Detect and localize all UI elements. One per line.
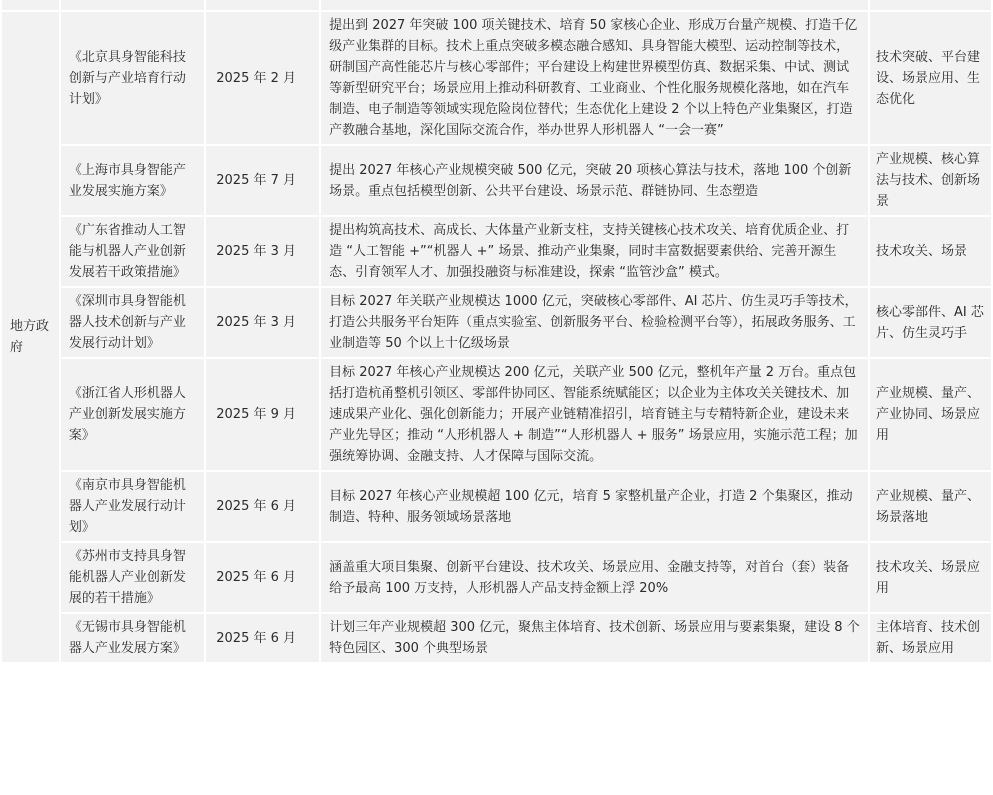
policy-name-cell: 《无锡市具身智能机器人产业发展方案》 [61, 614, 204, 662]
policy-date-cell: 2025 年 6 月 [206, 543, 319, 612]
stub-cell [870, 0, 991, 10]
policy-focus-cell: 技术突破、平台建设、场景应用、生态优化 [870, 12, 991, 144]
policy-date-cell: 2025 年 6 月 [206, 472, 319, 541]
policy-content-cell: 目标 2027 年核心产业规模达 200 亿元，关联产业 500 亿元，整机年产量 2 万台。重点包括打造杭甬整机引领区、零部件协同区、智能系统赋能区；以企业为主体攻关关键技术、加速成果产业化、强化创新能力；开展产业链精准招引，培育链主与专精特新企业，建设未来产业先导区；推动 “人形机器人 + 制造”“人形机器人 + 服务” 场景应用，实施示范工程；加强统筹协调、金融支持、人才保障与国际交流。 [321, 359, 868, 470]
table-row [2, 614, 991, 662]
policy-date-cell: 2025 年 2 月 [206, 12, 319, 144]
table-row [2, 359, 991, 470]
policy-name-cell: 《北京具身智能科技创新与产业培育行动计划》 [61, 12, 204, 144]
category-cell: 地方政府 [2, 12, 59, 662]
policy-date-cell: 2025 年 9 月 [206, 359, 319, 470]
table-row [2, 288, 991, 357]
policy-content-cell: 计划三年产业规模超 300 亿元，聚焦主体培育、技术创新、场景应用与要素集聚，建设 8 个特色园区、300 个典型场景 [321, 614, 868, 662]
policy-name-cell: 《浙江省人形机器人产业创新发展实施方案》 [61, 359, 204, 470]
policy-name-cell: 《深圳市具身智能机器人技术创新与产业发展行动计划》 [61, 288, 204, 357]
policy-content-cell: 提出 2027 年核心产业规模突破 500 亿元，突破 20 项核心算法与技术，落地 100 个创新场景。重点包括模型创新、公共平台建设、场景示范、群链协同、生态塑造 [321, 146, 868, 215]
table-row [2, 12, 991, 144]
policy-focus-cell: 产业规模、量产、场景落地 [870, 472, 991, 541]
table-row [2, 543, 991, 612]
policy-date-cell: 2025 年 3 月 [206, 288, 319, 357]
stub-cell [321, 0, 868, 10]
stub-cell [2, 0, 59, 10]
table-row-top-stub [2, 0, 991, 10]
policy-focus-cell: 技术攻关、场景应用 [870, 543, 991, 612]
stub-cell [61, 0, 204, 10]
stub-cell [206, 0, 319, 10]
policy-focus-cell: 核心零部件、AI 芯片、仿生灵巧手 [870, 288, 991, 357]
table-row [2, 217, 991, 286]
table-row [2, 146, 991, 215]
policy-name-cell: 《南京市具身智能机器人产业发展行动计划》 [61, 472, 204, 541]
policy-focus-cell: 主体培育、技术创新、场景应用 [870, 614, 991, 662]
policy-name-cell: 《上海市具身智能产业发展实施方案》 [61, 146, 204, 215]
policy-focus-cell: 技术攻关、场景 [870, 217, 991, 286]
policy-name-cell: 《广东省推动人工智能与机器人产业创新发展若干政策措施》 [61, 217, 204, 286]
policy-date-cell: 2025 年 6 月 [206, 614, 319, 662]
policy-name-cell: 《苏州市支持具身智能机器人产业创新发展的若干措施》 [61, 543, 204, 612]
policy-focus-cell: 产业规模、量产、产业协同、场景应用 [870, 359, 991, 470]
policy-focus-cell: 产业规模、核心算法与技术、创新场景 [870, 146, 991, 215]
table-row [2, 472, 991, 541]
policy-content-cell: 提出到 2027 年突破 100 项关键技术、培育 50 家核心企业、形成万台量产规模、打造千亿级产业集群的目标。技术上重点突破多模态融合感知、具身智能大模型、运动控制等技术，研制国产高性能芯片与核心零部件；平台建设上构建世界模型仿真、数据采集、中试、测试等新型研究平台；场景应用上推动科研教育、工业商业、个性化服务规模化落地，如在汽车制造、电子制造等领域实现危险岗位替代；生态优化上建设 2 个以上特色产业集聚区，打造产教融合基地，深化国际交流合作，举办世界人形机器人 “一会一赛” [321, 12, 868, 144]
policy-date-cell: 2025 年 3 月 [206, 217, 319, 286]
policy-date-cell: 2025 年 7 月 [206, 146, 319, 215]
table-body [2, 0, 991, 662]
policy-content-cell: 涵盖重大项目集聚、创新平台建设、技术攻关、场景应用、金融支持等，对首台（套）装备给予最高 100 万支持，人形机器人产品支持金额上浮 20% [321, 543, 868, 612]
policy-content-cell: 目标 2027 年关联产业规模达 1000 亿元，突破核心零部件、AI 芯片、仿生灵巧手等技术，打造公共服务平台矩阵（重点实验室、创新服务平台、检验检测平台等），拓展政务服务、工业制造等 50 个以上十亿级场景 [321, 288, 868, 357]
policy-content-cell: 目标 2027 年核心产业规模超 100 亿元，培育 5 家整机量产企业，打造 2 个集聚区，推动制造、特种、服务领域场景落地 [321, 472, 868, 541]
policy-content-cell: 提出构筑高技术、高成长、大体量产业新支柱，支持关键核心技术攻关、培育优质企业、打造 “人工智能 +”“机器人 +” 场景、推动产业集聚，同时丰富数据要素供给、完善开源生态、引育领军人才、加强投融资与标准建设，探索 “监管沙盒” 模式。 [321, 217, 868, 286]
